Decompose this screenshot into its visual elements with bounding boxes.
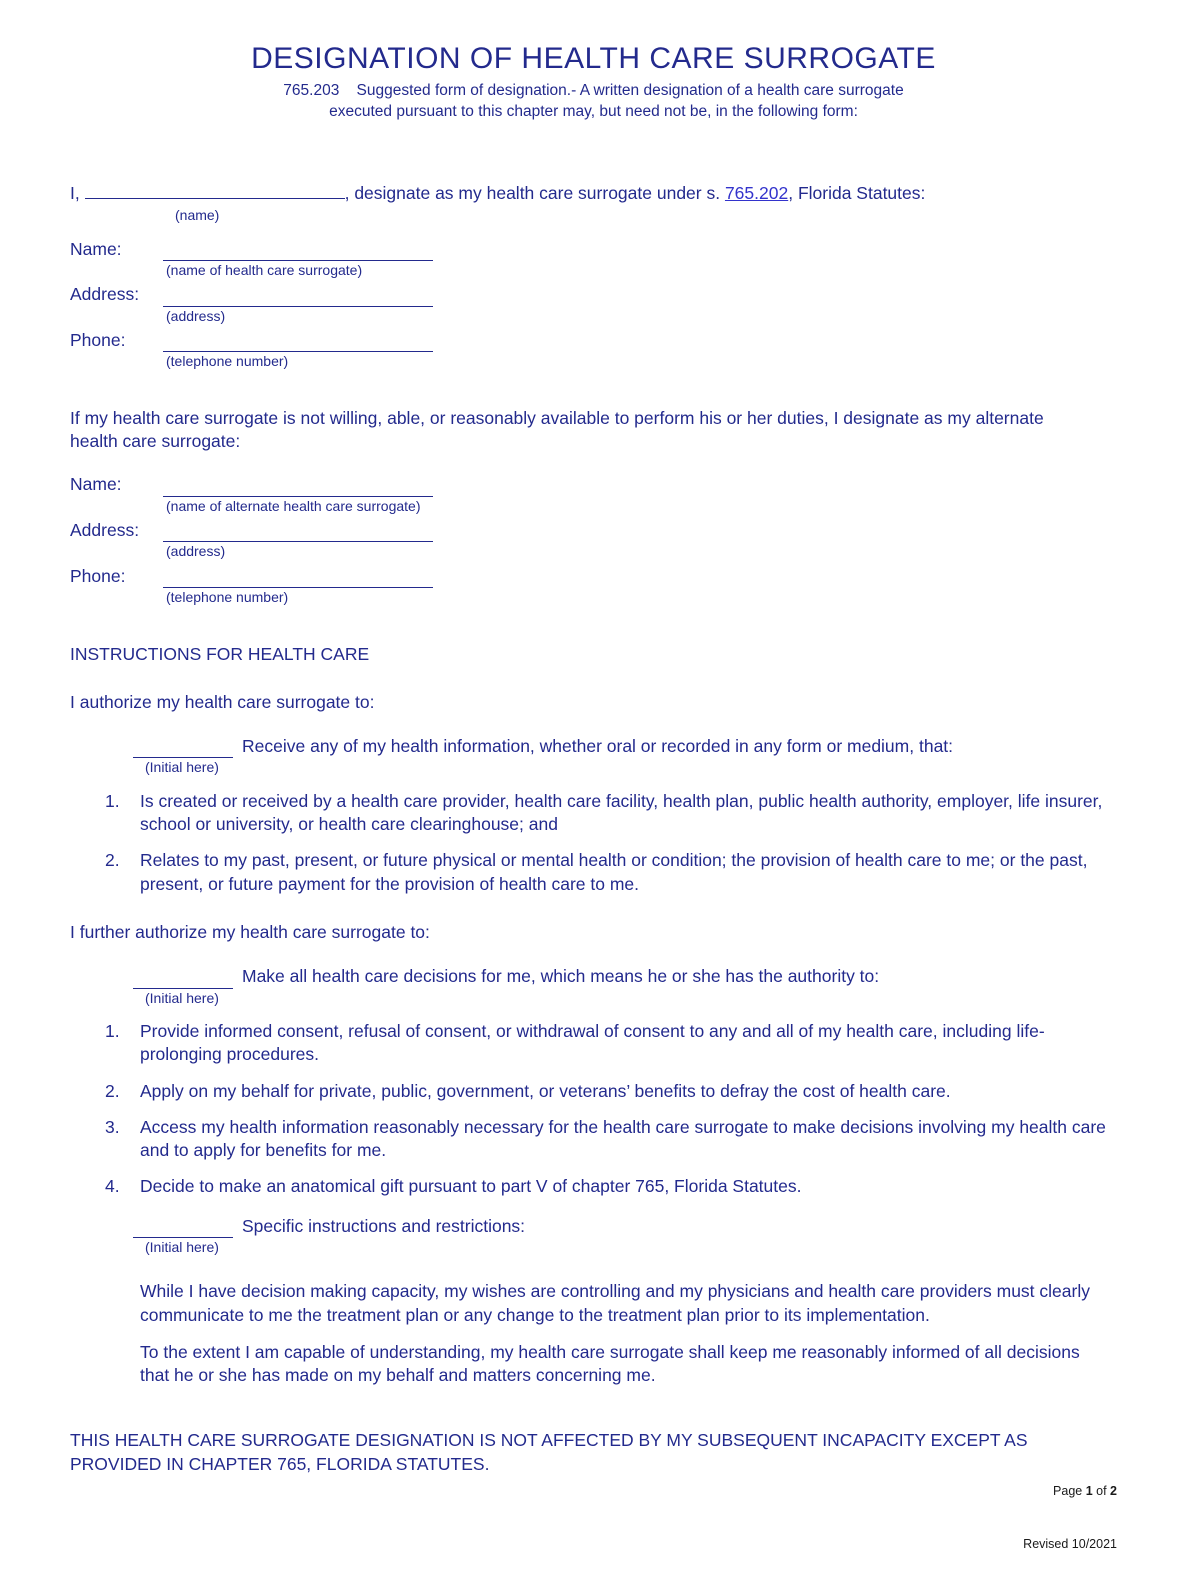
alternate-phone-row (70, 565, 1117, 588)
list-item-number: 2. (105, 1080, 120, 1101)
alternate-name-blank[interactable] (163, 477, 433, 497)
page-number: 1 (1085, 1484, 1093, 1498)
alternate-address-row (70, 519, 1117, 542)
surrogate-phone-row (70, 329, 1117, 352)
intro-prefix: I, (70, 182, 85, 203)
specific-initial-caption: (Initial here) (145, 1238, 219, 1255)
receive-initial-row (133, 735, 1117, 758)
list-item-number: 1. (105, 790, 120, 811)
decision-capacity-paragraph: While I have decision making capacity, my wishes are controlling and my physicians and health care providers must clearly communicate to me the treatment plan or any change to the treatment plan prior to its implementation. (140, 1281, 1090, 1325)
revision-date: Revised 10/2021 (1023, 1536, 1117, 1551)
list-item-text: Provide informed consent, refusal of consent, or withdrawal of consent to any and all of my health care, including life-prolonging procedures. (140, 1021, 1045, 1065)
page-indicator (1023, 1483, 1117, 1501)
list-item-number: 2. (105, 850, 120, 871)
of-word: of (1092, 1484, 1111, 1498)
instructions-heading: INSTRUCTIONS FOR HEALTH CARE (70, 643, 370, 664)
alternate-phone-caption: (telephone number) (166, 589, 289, 606)
list-item-text: Relates to my past, present, or future physical or mental health or condition; the provision of health care to me; or the past, present, or future payment for the provision of health care to me. (140, 850, 1088, 894)
alternate-name-caption: (name of alternate health care surrogate) (166, 497, 421, 514)
page-total: 2 (1110, 1484, 1117, 1498)
surrogate-phone-label: Phone: (70, 330, 126, 351)
surrogate-fields (70, 238, 1117, 371)
alternate-name-row (70, 473, 1117, 496)
authorize-sentence: I authorize my health care surrogate to: (70, 691, 375, 712)
list-item (70, 1116, 1117, 1163)
intro-suffix: , Florida Statutes: (788, 182, 926, 203)
specific-text: Specific instructions and restrictions: (242, 1215, 526, 1236)
list-item (70, 1175, 1117, 1198)
keep-informed-paragraph: To the extent I am capable of understanding, my health care surrogate shall keep me reasonably informed of all decisions that he or she has made on my behalf and matters concerning me. (140, 1341, 1080, 1386)
surrogate-name-row (70, 238, 1117, 261)
receive-initial-blank[interactable] (133, 738, 233, 758)
page-title: DESIGNATION OF HEALTH CARE SURROGATE (251, 42, 936, 75)
list-item (70, 849, 1117, 896)
surrogate-name-blank[interactable] (163, 241, 433, 261)
list-item (70, 1080, 1117, 1103)
declarant-name-blank[interactable] (85, 181, 345, 199)
further-authorize-sentence: I further authorize my health care surrogate to: (70, 922, 430, 942)
alternate-address-blank[interactable] (163, 522, 433, 542)
alternate-name-label: Name: (70, 474, 122, 495)
surrogate-address-caption: (address) (166, 307, 226, 324)
surrogate-phone-blank[interactable] (163, 332, 433, 352)
surrogate-phone-caption: (telephone number) (166, 353, 289, 370)
surrogate-address-blank[interactable] (163, 287, 433, 307)
specific-initial-blank[interactable] (133, 1218, 233, 1238)
list-item-text: Access my health information reasonably necessary for the health care surrogate to make decisions involving my health care and to apply for benefits for me. (140, 1116, 1106, 1161)
list-item-number: 4. (105, 1176, 120, 1197)
alternate-address-label: Address: (70, 520, 140, 541)
receive-initial-caption: (Initial here) (145, 759, 219, 776)
incapacity-statement: THIS HEALTH CARE SURROGATE DESIGNATION IS NOT AFFECTED BY MY SUBSEQUENT INCAPACITY EXCEPT AS PROVIDED IN CHAPTER 765, FLORIDA STATUTES. (70, 1430, 1028, 1474)
statute-765-202-link[interactable]: 765.202 (724, 182, 789, 203)
alternate-surrogate-fields (70, 473, 1117, 606)
decisions-initial-blank[interactable] (133, 969, 233, 989)
list-item (70, 1020, 1117, 1067)
receive-text: Receive any of my health information, whether oral or recorded in any form or medium, that: (242, 736, 954, 757)
list-item-text: Decide to make an anatomical gift pursuant to part V of chapter 765, Florida Statutes. (140, 1176, 802, 1197)
decisions-text: Make all health care decisions for me, which means he or she has the authority to: (242, 966, 880, 987)
alternate-address-caption: (address) (166, 543, 226, 560)
intro-mid: , designate as my health care surrogate under s. (344, 182, 725, 203)
decisions-initial-caption: (Initial here) (145, 989, 219, 1006)
surrogate-address-label: Address: (70, 284, 140, 305)
designation-sentence (70, 181, 1117, 205)
page-footer (1023, 1448, 1117, 1588)
surrogate-name-caption: (name of health care surrogate) (166, 261, 363, 278)
alternate-phone-blank[interactable] (163, 568, 433, 588)
page-word: Page (1053, 1484, 1086, 1498)
declarant-name-caption: (name) (175, 207, 220, 224)
alternate-surrogate-intro: If my health care surrogate is not willing, able, or reasonably available to perform his or her duties, I designate as my alternate health care surrogate: (70, 407, 1044, 452)
specific-initial-row (133, 1215, 1117, 1238)
list-item-number: 1. (105, 1021, 120, 1042)
statute-subtitle-line2: executed pursuant to this chapter may, but need not be, in the following form: (329, 103, 858, 121)
list-item (70, 790, 1117, 837)
list-item-text: Is created or received by a health care provider, health care facility, health plan, public health authority, employer, life insurer, school or university, or health care clearinghouse; and (140, 790, 1103, 835)
list-item-number: 3. (105, 1116, 120, 1137)
statute-subtitle-line1: 765.203 Suggested form of designation.- A written designation of a health care surrogate (283, 82, 904, 99)
alternate-phone-label: Phone: (70, 565, 126, 586)
list-item-text: Apply on my behalf for private, public, government, or veterans’ benefits to defray the cost of health care. (140, 1080, 951, 1101)
surrogate-name-label: Name: (70, 238, 122, 259)
surrogate-address-row (70, 283, 1117, 306)
decisions-initial-row (133, 965, 1117, 988)
